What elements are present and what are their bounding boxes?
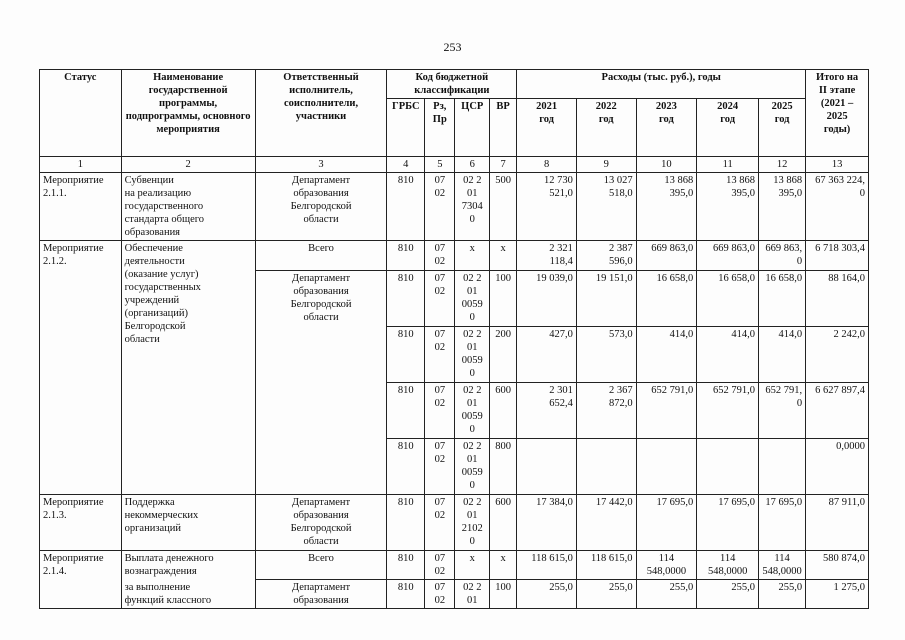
name-cell: Выплата денежного вознаграждения <box>121 551 255 580</box>
header-budget-classification: Код бюджетной классификации <box>387 70 517 99</box>
column-number: 13 <box>806 157 869 173</box>
value-2023: 414,0 <box>636 327 697 383</box>
value-2023: 16 658,0 <box>636 271 697 327</box>
executor-cell: Департамент образования Белгородской области <box>255 495 387 551</box>
status-cell: Мероприятие 2.1.3. <box>40 495 122 551</box>
vr-cell: х <box>490 551 517 580</box>
vr-cell: 800 <box>490 439 517 495</box>
name-cell: Поддержка некоммерческих организаций <box>121 495 255 551</box>
value-2024: 652 791,0 <box>697 383 759 439</box>
header-name: Наименование государственной программы, подпрограммы, основного мероприятия <box>121 70 255 157</box>
value-2023: 17 695,0 <box>636 495 697 551</box>
header-rzpr: Рз, Пр <box>425 99 455 157</box>
value-2025: 16 658,0 <box>759 271 806 327</box>
value-2025: 114 548,0000 <box>759 551 806 580</box>
csr-cell: 02 2 01 <box>455 580 490 609</box>
table-row <box>40 495 869 551</box>
value-2025 <box>759 439 806 495</box>
vr-cell: 100 <box>490 580 517 609</box>
header-status: Статус <box>40 70 122 157</box>
value-2024: 255,0 <box>697 580 759 609</box>
value-2025: 17 695,0 <box>759 495 806 551</box>
csr-cell: 02 2 01 0059 0 <box>455 383 490 439</box>
value-2025: 669 863, 0 <box>759 241 806 271</box>
rzpr-cell: 07 02 <box>425 241 455 271</box>
value-2022: 573,0 <box>576 327 636 383</box>
grbs-cell: 810 <box>387 173 425 241</box>
value-2021: 2 321 118,4 <box>517 241 577 271</box>
rzpr-cell: 07 02 <box>425 495 455 551</box>
value-2024 <box>697 439 759 495</box>
status-cell: Мероприятие 2.1.2. <box>40 241 122 495</box>
rzpr-cell: 07 02 <box>425 439 455 495</box>
csr-cell: х <box>455 241 490 271</box>
column-number: 12 <box>759 157 806 173</box>
value-2022: 19 151,0 <box>576 271 636 327</box>
value-total: 6 627 897,4 <box>806 383 869 439</box>
value-2023: 13 868 395,0 <box>636 173 697 241</box>
column-number: 1 <box>40 157 122 173</box>
value-2021: 2 301 652,4 <box>517 383 577 439</box>
executor-cell: Всего <box>255 241 387 271</box>
grbs-cell: 810 <box>387 241 425 271</box>
table-row <box>40 173 869 241</box>
executor-cell: Департамент образования <box>255 580 387 609</box>
column-number: 10 <box>636 157 697 173</box>
csr-cell: 02 2 01 0059 0 <box>455 271 490 327</box>
rzpr-cell: 07 02 <box>425 173 455 241</box>
value-2022: 13 027 518,0 <box>576 173 636 241</box>
budget-table <box>39 69 869 609</box>
vr-cell: 500 <box>490 173 517 241</box>
grbs-cell: 810 <box>387 383 425 439</box>
rzpr-cell: 07 02 <box>425 551 455 580</box>
value-2025: 414,0 <box>759 327 806 383</box>
value-total: 6 718 303,4 <box>806 241 869 271</box>
grbs-cell: 810 <box>387 271 425 327</box>
column-number-row <box>40 157 869 173</box>
header-csr: ЦСР <box>455 99 490 157</box>
table-row <box>40 551 869 580</box>
vr-cell: 100 <box>490 271 517 327</box>
executor-cell: Департамент образования Белгородской области <box>255 271 387 495</box>
value-2025: 652 791, 0 <box>759 383 806 439</box>
value-2021: 17 384,0 <box>517 495 577 551</box>
header-2022: 2022 год <box>576 99 636 157</box>
value-2024: 669 863,0 <box>697 241 759 271</box>
csr-cell: 02 2 01 2102 0 <box>455 495 490 551</box>
name-cell: за выполнение функций классного <box>121 580 255 609</box>
value-total: 1 275,0 <box>806 580 869 609</box>
column-number: 7 <box>490 157 517 173</box>
value-2021: 19 039,0 <box>517 271 577 327</box>
header-2021: 2021 год <box>517 99 577 157</box>
value-2022: 255,0 <box>576 580 636 609</box>
header-expenses: Расходы (тыс. руб.), годы <box>517 70 806 99</box>
value-2021 <box>517 439 577 495</box>
grbs-cell: 810 <box>387 551 425 580</box>
column-number: 5 <box>425 157 455 173</box>
header-vr: ВР <box>490 99 517 157</box>
vr-cell: 600 <box>490 495 517 551</box>
page-number: 253 <box>443 40 462 54</box>
header-executor: Ответственный исполнитель, соисполнители, участники <box>255 70 387 157</box>
grbs-cell: 810 <box>387 327 425 383</box>
vr-cell: х <box>490 241 517 271</box>
value-total: 0,0000 <box>806 439 869 495</box>
column-number: 3 <box>255 157 387 173</box>
header-total: Итого на II этапе (2021 – 2025 годы) <box>806 70 869 157</box>
rzpr-cell: 07 02 <box>425 580 455 609</box>
value-2024: 16 658,0 <box>697 271 759 327</box>
header-2023: 2023 год <box>636 99 697 157</box>
value-2022: 118 615,0 <box>576 551 636 580</box>
table-row <box>40 241 869 271</box>
value-2021: 118 615,0 <box>517 551 577 580</box>
value-2021: 427,0 <box>517 327 577 383</box>
column-number: 9 <box>576 157 636 173</box>
value-2024: 114 548,0000 <box>697 551 759 580</box>
rzpr-cell: 07 02 <box>425 383 455 439</box>
status-cell: Мероприятие 2.1.1. <box>40 173 122 241</box>
value-2025: 255,0 <box>759 580 806 609</box>
value-2024: 13 868 395,0 <box>697 173 759 241</box>
column-number: 2 <box>121 157 255 173</box>
value-2023 <box>636 439 697 495</box>
value-total: 580 874,0 <box>806 551 869 580</box>
column-number: 4 <box>387 157 425 173</box>
csr-cell: х <box>455 551 490 580</box>
rzpr-cell: 07 02 <box>425 271 455 327</box>
vr-cell: 600 <box>490 383 517 439</box>
value-2021: 12 730 521,0 <box>517 173 577 241</box>
column-number: 8 <box>517 157 577 173</box>
csr-cell: 02 2 01 0059 0 <box>455 327 490 383</box>
value-2024: 414,0 <box>697 327 759 383</box>
csr-cell: 02 2 01 7304 0 <box>455 173 490 241</box>
rzpr-cell: 07 02 <box>425 327 455 383</box>
vr-cell: 200 <box>490 327 517 383</box>
value-2023: 652 791,0 <box>636 383 697 439</box>
name-cell: Обеспечение деятельности (оказание услуг) государственных учреждений (организаций) Белгородской области <box>121 241 255 495</box>
table-row <box>40 580 869 609</box>
value-2022: 17 442,0 <box>576 495 636 551</box>
grbs-cell: 810 <box>387 439 425 495</box>
executor-cell: Департамент образования Белгородской области <box>255 173 387 241</box>
value-2021: 255,0 <box>517 580 577 609</box>
value-2022 <box>576 439 636 495</box>
grbs-cell: 810 <box>387 495 425 551</box>
column-number: 11 <box>697 157 759 173</box>
value-2025: 13 868 395,0 <box>759 173 806 241</box>
value-total: 88 164,0 <box>806 271 869 327</box>
status-cell: Мероприятие 2.1.4. <box>40 551 122 609</box>
header-2025: 2025 год <box>759 99 806 157</box>
value-total: 67 363 224, 0 <box>806 173 869 241</box>
header-grbs: ГРБС <box>387 99 425 157</box>
grbs-cell: 810 <box>387 580 425 609</box>
value-2022: 2 387 596,0 <box>576 241 636 271</box>
name-cell: Субвенции на реализацию государственного стандарта общего образования <box>121 173 255 241</box>
header-row-1 <box>40 70 869 99</box>
value-total: 2 242,0 <box>806 327 869 383</box>
value-2023: 114 548,0000 <box>636 551 697 580</box>
value-2024: 17 695,0 <box>697 495 759 551</box>
header-2024: 2024 год <box>697 99 759 157</box>
csr-cell: 02 2 01 0059 0 <box>455 439 490 495</box>
column-number: 6 <box>455 157 490 173</box>
executor-cell: Всего <box>255 551 387 580</box>
value-2023: 255,0 <box>636 580 697 609</box>
value-2023: 669 863,0 <box>636 241 697 271</box>
value-total: 87 911,0 <box>806 495 869 551</box>
value-2022: 2 367 872,0 <box>576 383 636 439</box>
